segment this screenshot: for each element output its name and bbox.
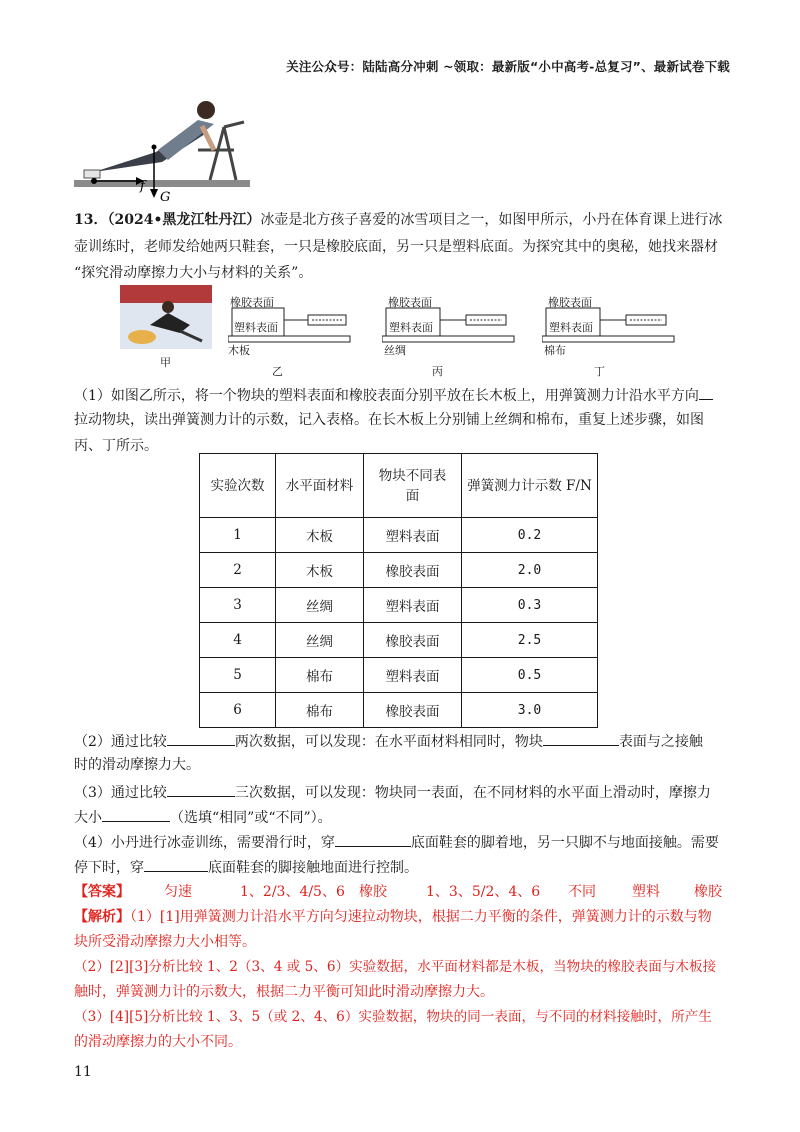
analysis-line6: 的滑动摩擦力的大小不同。 bbox=[74, 1034, 242, 1050]
page-number: 11 bbox=[74, 1064, 92, 1080]
table-row: 4 丝绸 橡胶表面 2.5 bbox=[200, 623, 598, 658]
th-reading: 弹簧测力计示数 F/N bbox=[462, 454, 598, 518]
blank-5[interactable] bbox=[102, 806, 170, 822]
yi-top-label: 橡胶表面 bbox=[230, 296, 274, 309]
analysis-line5: （3）[4][5]分析比较 1、3、5（或 2、4、6）实验数据，物块的同一表面，与不同的材料接触时，所产生 bbox=[74, 1009, 712, 1025]
table-row: 5 棉布 塑料表面 0.5 bbox=[200, 658, 598, 693]
answer-item: 塑料 bbox=[632, 884, 660, 900]
part1-line2: 拉动物块，读出弹簧测力计的示数，记入表格。在长木板上分别铺上丝绸和棉布，重复上述步骤，如图 bbox=[74, 412, 704, 428]
table-row: 2 木板 橡胶表面 2.0 bbox=[200, 553, 598, 588]
caption-jia: 甲 bbox=[160, 356, 171, 369]
part2-line1: （2）通过比较 两次数据，可以发现：在水平面材料相同时，物块 表面与之接触 bbox=[74, 730, 703, 752]
question-number: 13． bbox=[74, 212, 108, 228]
part3-line2: 大小 （选填“相同”或“不同”）。 bbox=[74, 806, 332, 828]
table-row: 3 丝绸 塑料表面 0.3 bbox=[200, 588, 598, 623]
part4-line2: 停下时，穿 底面鞋套的脚接触地面进行控制。 bbox=[74, 856, 418, 878]
caption-bing: 丙 bbox=[432, 365, 443, 378]
bing-top-label: 橡胶表面 bbox=[388, 296, 432, 309]
table-row: 6 棉布 橡胶表面 3.0 bbox=[200, 693, 598, 728]
analysis-label: 【解析】 bbox=[74, 909, 130, 925]
caption-yi: 乙 bbox=[272, 365, 283, 378]
part2-line2: 时的滑动摩擦力大。 bbox=[74, 757, 200, 773]
question-source: （2024•黑龙江牡丹江） bbox=[107, 212, 261, 228]
ding-top-label: 橡胶表面 bbox=[548, 296, 592, 309]
answer-item: 1、3、5/2、4、6 bbox=[426, 884, 541, 900]
bing-surface: 丝绸 bbox=[384, 344, 406, 357]
force-f-label: f bbox=[140, 179, 145, 194]
blank-6[interactable] bbox=[335, 831, 411, 847]
blank-2[interactable] bbox=[167, 730, 235, 746]
part1-line1: （1）如图乙所示，将一个物块的塑料表面和橡胶表面分别平放在长木板上，用弹簧测力计沿水平方向 bbox=[74, 384, 713, 406]
caption-ding: 丁 bbox=[594, 365, 605, 378]
curling-photo bbox=[120, 285, 212, 349]
header-note: 关注公众号：陆陆高分冲刺 ~领取：最新版“小中高考-总复习”、最新试卷下载 bbox=[286, 59, 730, 74]
data-table bbox=[199, 453, 598, 728]
table-header-row bbox=[200, 454, 598, 518]
gravity-arrowhead bbox=[150, 189, 158, 198]
analysis-line2: 块所受滑动摩擦力大小相等。 bbox=[74, 934, 256, 950]
answer-line bbox=[74, 882, 724, 902]
ding-bottom-label: 塑料表面 bbox=[549, 321, 593, 334]
answer-item: 1、2/3、4/5、6 bbox=[240, 884, 345, 900]
part1-line3: 丙、丁所示。 bbox=[74, 438, 158, 454]
answer-label: 【答案】 bbox=[74, 884, 130, 900]
yi-surface: 木板 bbox=[228, 344, 250, 357]
analysis-line4: 触时，弹簧测力计的示数大，根据二力平衡可知此时滑动摩擦力大。 bbox=[74, 984, 494, 1000]
question-stem-line2: 壶训练时，老师发给她两只鞋套，一只是橡胶底面，另一只是塑料底面。为探究其中的奥秘，她找来器材 bbox=[74, 239, 718, 255]
answer-item: 橡胶 bbox=[359, 884, 387, 900]
blank-1[interactable] bbox=[699, 384, 713, 400]
pushup-figure bbox=[74, 92, 254, 202]
answer-item: 不同 bbox=[568, 884, 596, 900]
ding-surface: 棉布 bbox=[544, 344, 566, 357]
table-row: 1 木板 塑料表面 0.2 bbox=[200, 518, 598, 553]
blank-4[interactable] bbox=[167, 781, 235, 797]
analysis-line3: （2）[2][3]分析比较 1、2（3、4 或 5、6）实验数据，水平面材料都是木板，当物块的橡胶表面与木板接 bbox=[74, 959, 717, 975]
blank-3[interactable] bbox=[543, 730, 619, 746]
th-surface-material: 水平面材料 bbox=[276, 454, 364, 518]
answer-item: 匀速 bbox=[164, 884, 192, 900]
th-trial: 实验次数 bbox=[200, 454, 276, 518]
question-stem-line1: 13．（2024•黑龙江牡丹江）冰壶是北方孩子喜爱的冰雪项目之一，如图甲所示，小丹在体育课上进行冰 bbox=[74, 212, 723, 228]
analysis-line1: 【解析】（1）[1]用弹簧测力计沿水平方向匀速拉动物块，根据二力平衡的条件，弹簧测力计的示数与物 bbox=[74, 909, 712, 925]
force-g-label: G bbox=[160, 190, 171, 202]
blank-7[interactable] bbox=[144, 856, 208, 872]
answer-item: 橡胶 bbox=[694, 884, 722, 900]
part3-line1: （3）通过比较 三次数据，可以发现：物块同一表面，在不同材料的水平面上滑动时，摩擦力 bbox=[74, 781, 711, 803]
yi-bottom-label: 塑料表面 bbox=[234, 321, 278, 334]
person-icon bbox=[84, 101, 215, 178]
question-stem-line3: “探究滑动摩擦力大小与材料的关系”。 bbox=[74, 265, 313, 281]
th-block-face: 物块不同表 面 bbox=[364, 454, 462, 518]
bing-bottom-label: 塑料表面 bbox=[389, 321, 433, 334]
part4-line1: （4）小丹进行冰壶训练，需要滑行时，穿 底面鞋套的脚着地，另一只脚不与地面接触。需要 bbox=[74, 831, 719, 853]
